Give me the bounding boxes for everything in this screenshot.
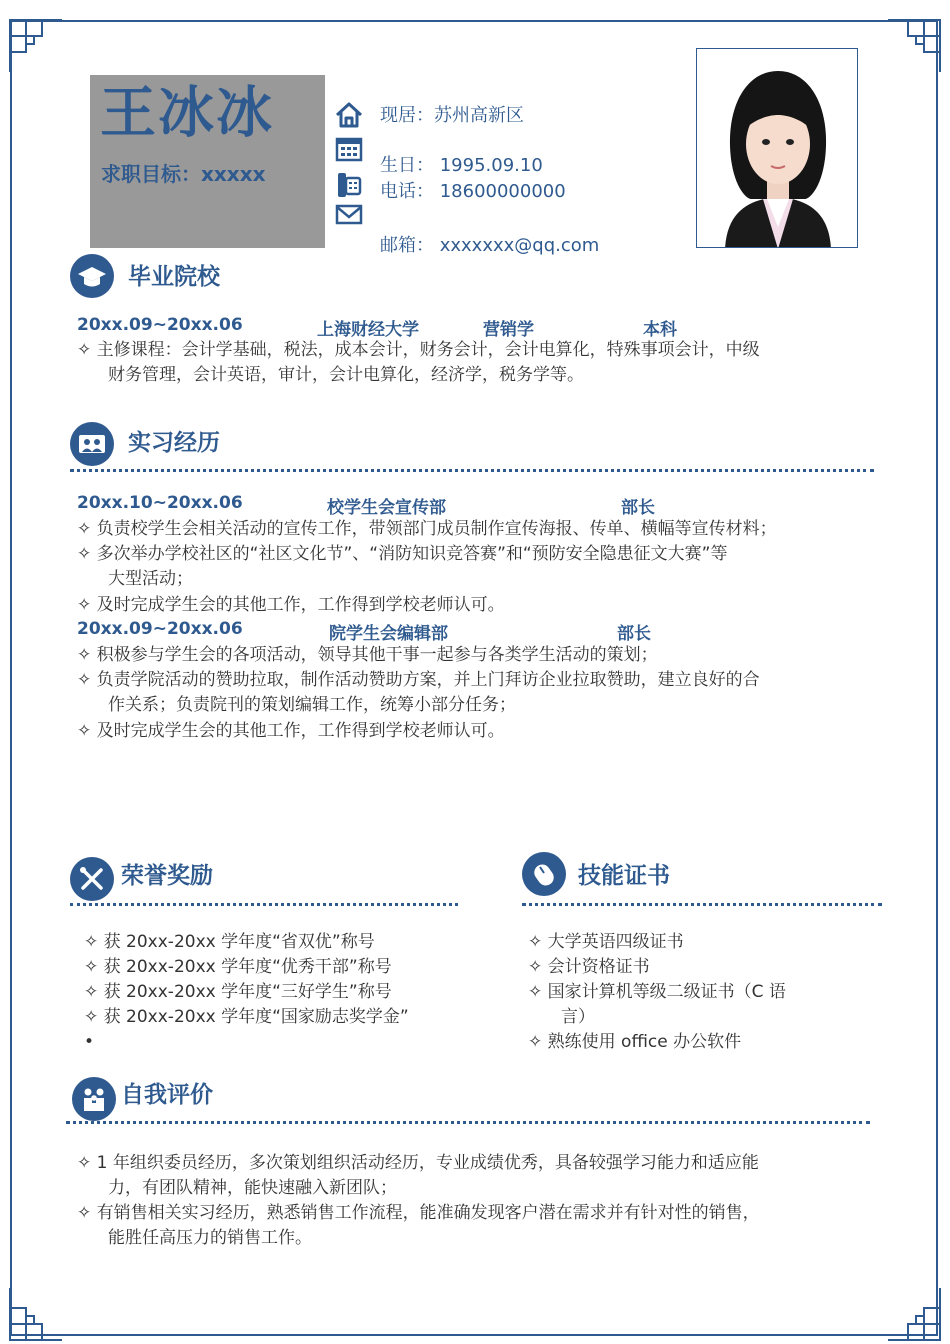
calendar-icon (334, 134, 364, 164)
phone-icon (334, 170, 364, 200)
job1-role: 部长 (621, 498, 655, 518)
honor-item: ✧ 获 20xx-20xx 学年度“三好学生”称号 (84, 982, 392, 1002)
self-eval-line: ✧ 有销售相关实习经历，熟悉销售工作流程，能准确发现客户潜在需求并有针对性的销售， (77, 1203, 760, 1223)
team-icon (70, 422, 114, 466)
job1-line: 大型活动； (108, 569, 193, 589)
corner-ornament-top-right (886, 18, 942, 74)
education-courses-line2: 财务管理，会计英语，审计，会计电算化，经济学，税务学等。 (108, 365, 584, 385)
job2-line: ✧ 负责学院活动的赞助拉取，制作活动赞助方案，并上门拜访企业拉取赞助，建立良好的合 (77, 670, 760, 690)
section-title-internship: 实习经历 (128, 430, 220, 456)
graduation-cap-icon (70, 254, 114, 298)
education-school: 上海财经大学 (317, 320, 419, 340)
job2-line: 作关系；负责院刊的策划编辑工作，统筹小部分任务； (108, 695, 516, 715)
skill-item: ✧ 国家计算机等级二级证书（C 语 (528, 982, 786, 1002)
job1-line: ✧ 负责校学生会相关活动的宣传工作，带领部门成员制作宣传海报、传单、横幅等宣传材料； (77, 519, 777, 539)
section-title-education: 毕业院校 (128, 264, 220, 290)
section-title-self-evaluation: 自我评价 (121, 1082, 213, 1108)
section-divider (522, 903, 882, 906)
section-title-skills: 技能证书 (578, 863, 670, 889)
section-title-honors: 荣誉奖励 (121, 863, 213, 889)
skill-item: ✧ 会计资格证书 (528, 957, 650, 977)
job2-org: 院学生会编辑部 (329, 624, 448, 644)
section-divider (70, 469, 874, 472)
education-period: 20xx.09~20xx.06 (77, 315, 243, 335)
job1-line: ✧ 及时完成学生会的其他工作，工作得到学校老师认可。 (77, 595, 505, 615)
education-degree: 本科 (643, 320, 677, 340)
section-divider (66, 1121, 870, 1124)
self-eval-line: ✧ 1 年组织委员经历，多次策划组织活动经历，专业成绩优秀，具备较强学习能力和适应能 (77, 1153, 759, 1173)
job2-line: ✧ 积极参与学生会的各项活动，领导其他干事一起参与各类学生活动的策划； (77, 645, 658, 665)
job2-period: 20xx.09~20xx.06 (77, 619, 243, 639)
mail-icon (334, 200, 364, 230)
job2-line: ✧ 及时完成学生会的其他工作，工作得到学校老师认可。 (77, 721, 505, 741)
education-major: 营销学 (483, 320, 534, 340)
self-eval-line: 力，有团队精神，能快速融入新团队； (108, 1178, 397, 1198)
mouse-icon (522, 852, 566, 896)
honor-item: ✧ 获 20xx-20xx 学年度“省双优”称号 (84, 932, 375, 952)
skill-item: 言） (561, 1007, 595, 1027)
job1-line: ✧ 多次举办学校社区的“社区文化节”、“消防知识竞答赛”和“预防安全隐患征文大赛”等 (77, 544, 728, 564)
tools-icon (70, 857, 114, 901)
job1-org: 校学生会宣传部 (327, 498, 446, 518)
profile-photo (696, 48, 858, 248)
self-eval-line: 能胜任高压力的销售工作。 (108, 1228, 312, 1248)
skill-item: ✧ 大学英语四级证书 (528, 932, 684, 952)
job1-period: 20xx.10~20xx.06 (77, 493, 243, 513)
honor-item: ✧ 获 20xx-20xx 学年度“国家励志奖学金” (84, 1007, 409, 1027)
honor-item: ✧ 获 20xx-20xx 学年度“优秀干部”称号 (84, 957, 392, 977)
corner-ornament-bottom-right (886, 1286, 942, 1342)
corner-ornament-top-left (8, 18, 64, 74)
people-icon (72, 1077, 116, 1121)
birthday-text: 生日： 1995.09.10 (380, 155, 543, 176)
corner-ornament-bottom-left (8, 1286, 64, 1342)
phone-text: 电话： 18600000000 (380, 181, 566, 202)
section-divider (70, 903, 458, 906)
job-goal: 求职目标：xxxxx (101, 162, 266, 186)
residence-text: 现居：苏州高新区 (380, 105, 524, 126)
honor-item: • (84, 1032, 95, 1052)
home-icon (334, 100, 364, 130)
education-courses-line1: ✧ 主修课程：会计学基础，税法，成本会计，财务会计，会计电算化，特殊事项会计，中级 (77, 340, 760, 360)
skill-item: ✧ 熟练使用 office 办公软件 (528, 1032, 742, 1052)
email-text: 邮箱： xxxxxxx@qq.com (380, 235, 600, 256)
candidate-name: 王冰冰 (100, 81, 274, 146)
job2-role: 部长 (617, 624, 651, 644)
